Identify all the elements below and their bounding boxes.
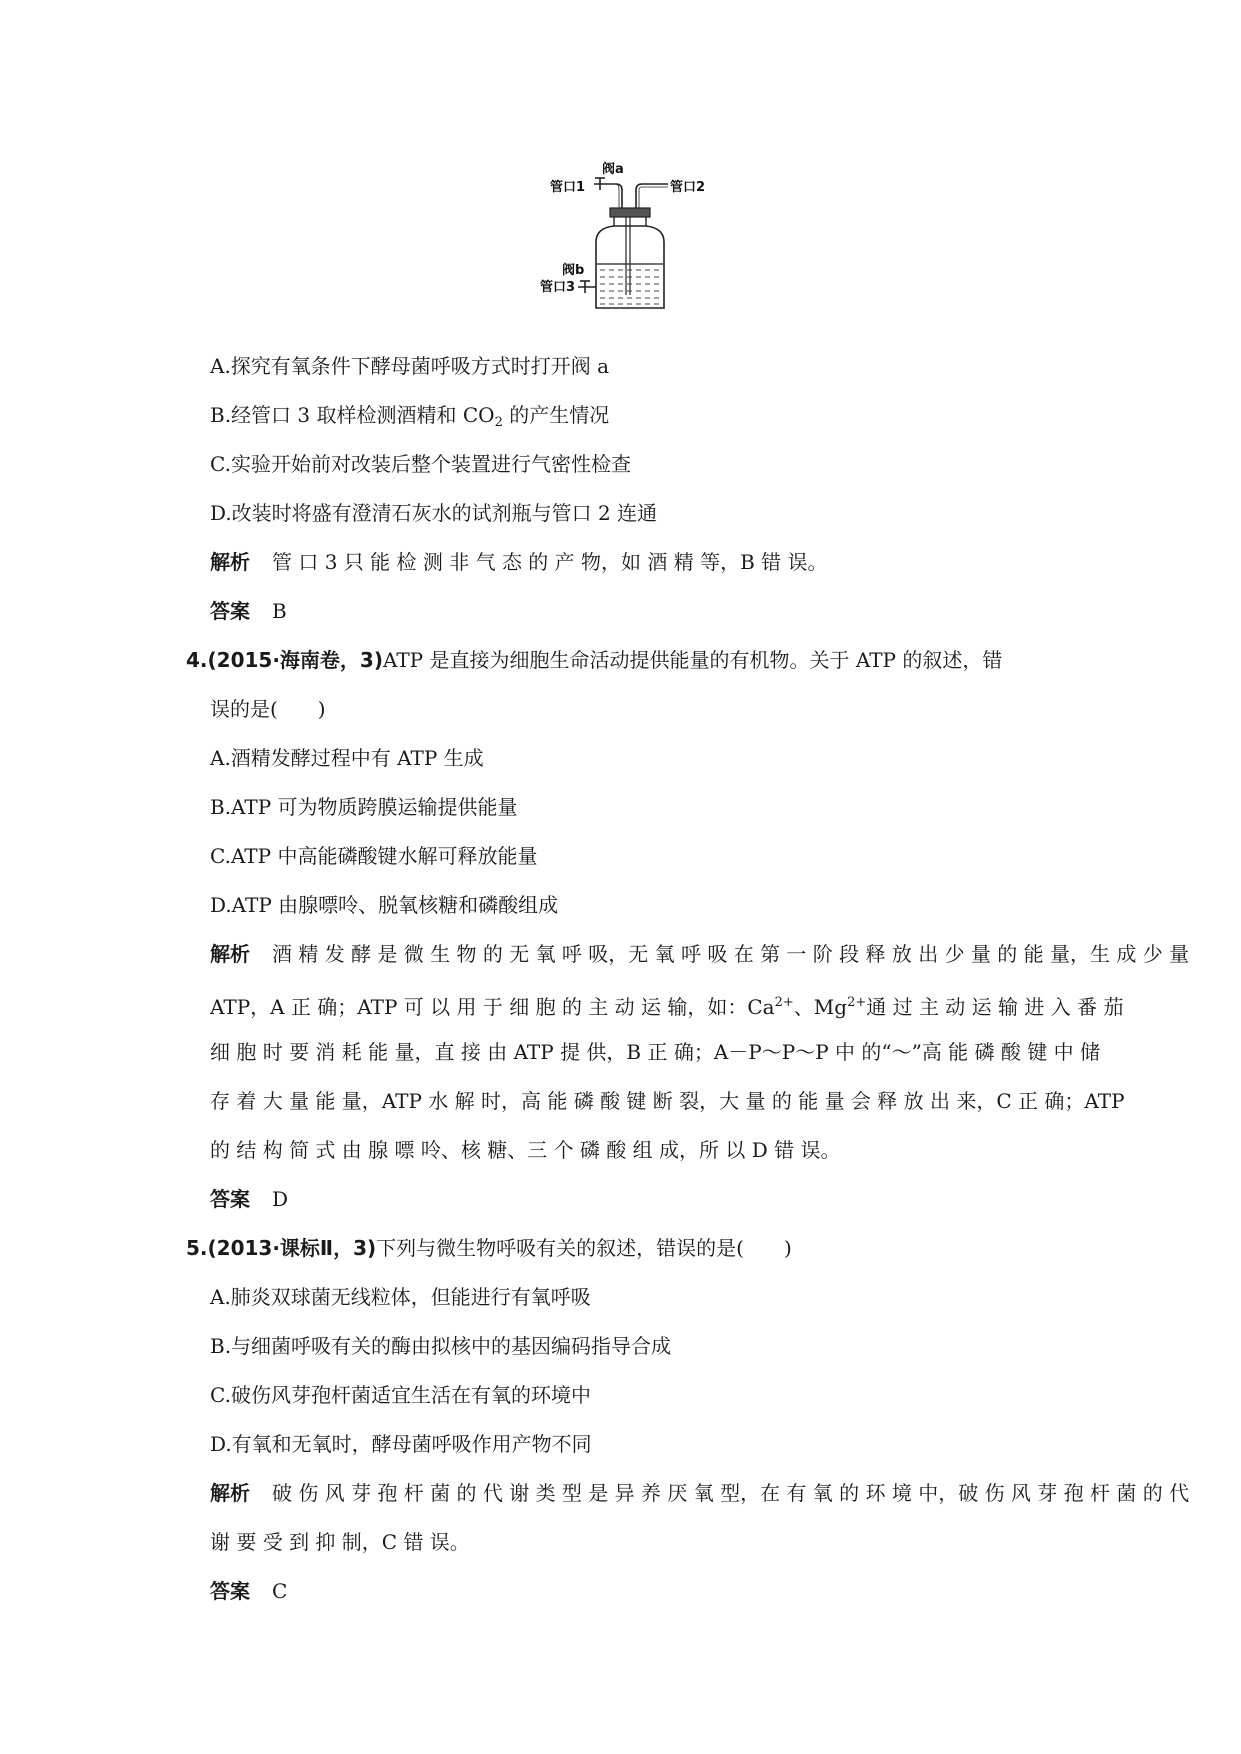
- q3-option-a: A.探究有氧条件下酵母菌呼吸方式时打开阀 a: [210, 354, 610, 378]
- q5-option-b: B.与细菌呼吸有关的酶由拟核中的基因编码指导合成: [210, 1334, 672, 1358]
- q4-analysis-line3: 细 胞 时 要 消 耗 能 量，直 接 由 ATP 提 供，B 正 确；A－P～P～P 中 的“～”高 能 磷 酸 键 中 储: [210, 1040, 1100, 1064]
- q5-analysis-line1: 解析 破 伤 风 芽 孢 杆 菌 的 代 谢 类 型 是 异 养 厌 氧 型，在 有 氧 的 环 境 中，破 伤 风 芽 孢 杆 菌 的 代: [210, 1481, 1190, 1505]
- port1-label: 管口1: [550, 180, 586, 195]
- q5-analysis-line2: 谢 要 受 到 抑 制，C 错 误。: [210, 1530, 470, 1554]
- q4-analysis-line4: 存 着 大 量 能 量，ATP 水 解 时，高 能 磷 酸 键 断 裂，大 量 的 能 量 会 释 放 出 来，C 正 确；ATP: [210, 1089, 1125, 1113]
- analysis-label: 解析: [210, 942, 250, 966]
- valve-a-label: 阀a: [602, 162, 624, 177]
- q4-option-d: D.ATP 由腺嘌呤、脱氧核糖和磷酸组成: [210, 893, 559, 917]
- q4-stem-cont: 误的是( ): [210, 697, 326, 721]
- stopper: [610, 208, 650, 217]
- q4-option-b: B.ATP 可为物质跨膜运输提供能量: [210, 795, 518, 819]
- valve-b-label: 阀b: [562, 263, 585, 278]
- answer-label: 答案: [210, 1187, 250, 1211]
- q4-analysis-line1: 解析 酒 精 发 酵 是 微 生 物 的 无 氧 呼 吸，无 氧 呼 吸 在 第 一 阶 段 释 放 出 少 量 的 能 量，生 成 少 量: [210, 942, 1190, 966]
- analysis-label: 解析: [210, 1481, 250, 1505]
- q3-analysis: 解析 管 口 3 只 能 检 测 非 气 态 的 产 物，如 酒 精 等，B 错 误。: [210, 550, 828, 574]
- q4-source: 4.(2015·海南卷，3): [186, 648, 383, 672]
- q4-analysis-line2: ATP，A 正 确；ATP 可 以 用 于 细 胞 的 主 动 运 输，如：$Ca^{2+}$、$Mg^{2+}$通 过 主 动 运 输 进 入 番 茄: [210, 995, 1124, 1019]
- q4-analysis-line5: 的 结 构 简 式 由 腺 嘌 呤、核 糖、三 个 磷 酸 组 成，所 以 D 错 误。: [210, 1138, 841, 1162]
- q4-option-c: C.ATP 中高能磷酸键水解可释放能量: [210, 844, 538, 868]
- q5-option-a: A.肺炎双球菌无线粒体，但能进行有氧呼吸: [210, 1285, 591, 1309]
- q5-answer: 答案 C: [210, 1579, 288, 1603]
- port3-label: 管口3: [540, 280, 576, 295]
- answer-label: 答案: [210, 599, 250, 623]
- q5-stem: 5.(2013·课标Ⅱ，3)下列与微生物呼吸有关的叙述，错误的是( ): [186, 1236, 792, 1260]
- q4-option-a: A.酒精发酵过程中有 ATP 生成: [210, 746, 484, 770]
- q3-option-c: C.实验开始前对改装后整个装置进行气密性检查: [210, 452, 631, 476]
- apparatus-figure: [540, 160, 740, 335]
- q3-option-b: B.经管口 3 取样检测酒精和 $CO_2$ 的产生情况: [210, 403, 610, 430]
- port2-label: 管口2: [670, 180, 706, 195]
- q4-answer: 答案 D: [210, 1187, 289, 1211]
- q3-option-d: D.改装时将盛有澄清石灰水的试剂瓶与管口 2 连通: [210, 501, 658, 525]
- q5-source: 5.(2013·课标Ⅱ，3): [186, 1236, 377, 1260]
- answer-label: 答案: [210, 1579, 250, 1603]
- bottle-diagram: [540, 160, 740, 335]
- q5-option-d: D.有氧和无氧时，酵母菌呼吸作用产物不同: [210, 1432, 592, 1456]
- analysis-label: 解析: [210, 550, 250, 574]
- q5-option-c: C.破伤风芽孢杆菌适宜生活在有氧的环境中: [210, 1383, 591, 1407]
- q4-stem: 4.(2015·海南卷，3)ATP 是直接为细胞生命活动提供能量的有机物。关于 ATP 的叙述，错: [186, 648, 1003, 672]
- q3-answer: 答案 B: [210, 599, 287, 623]
